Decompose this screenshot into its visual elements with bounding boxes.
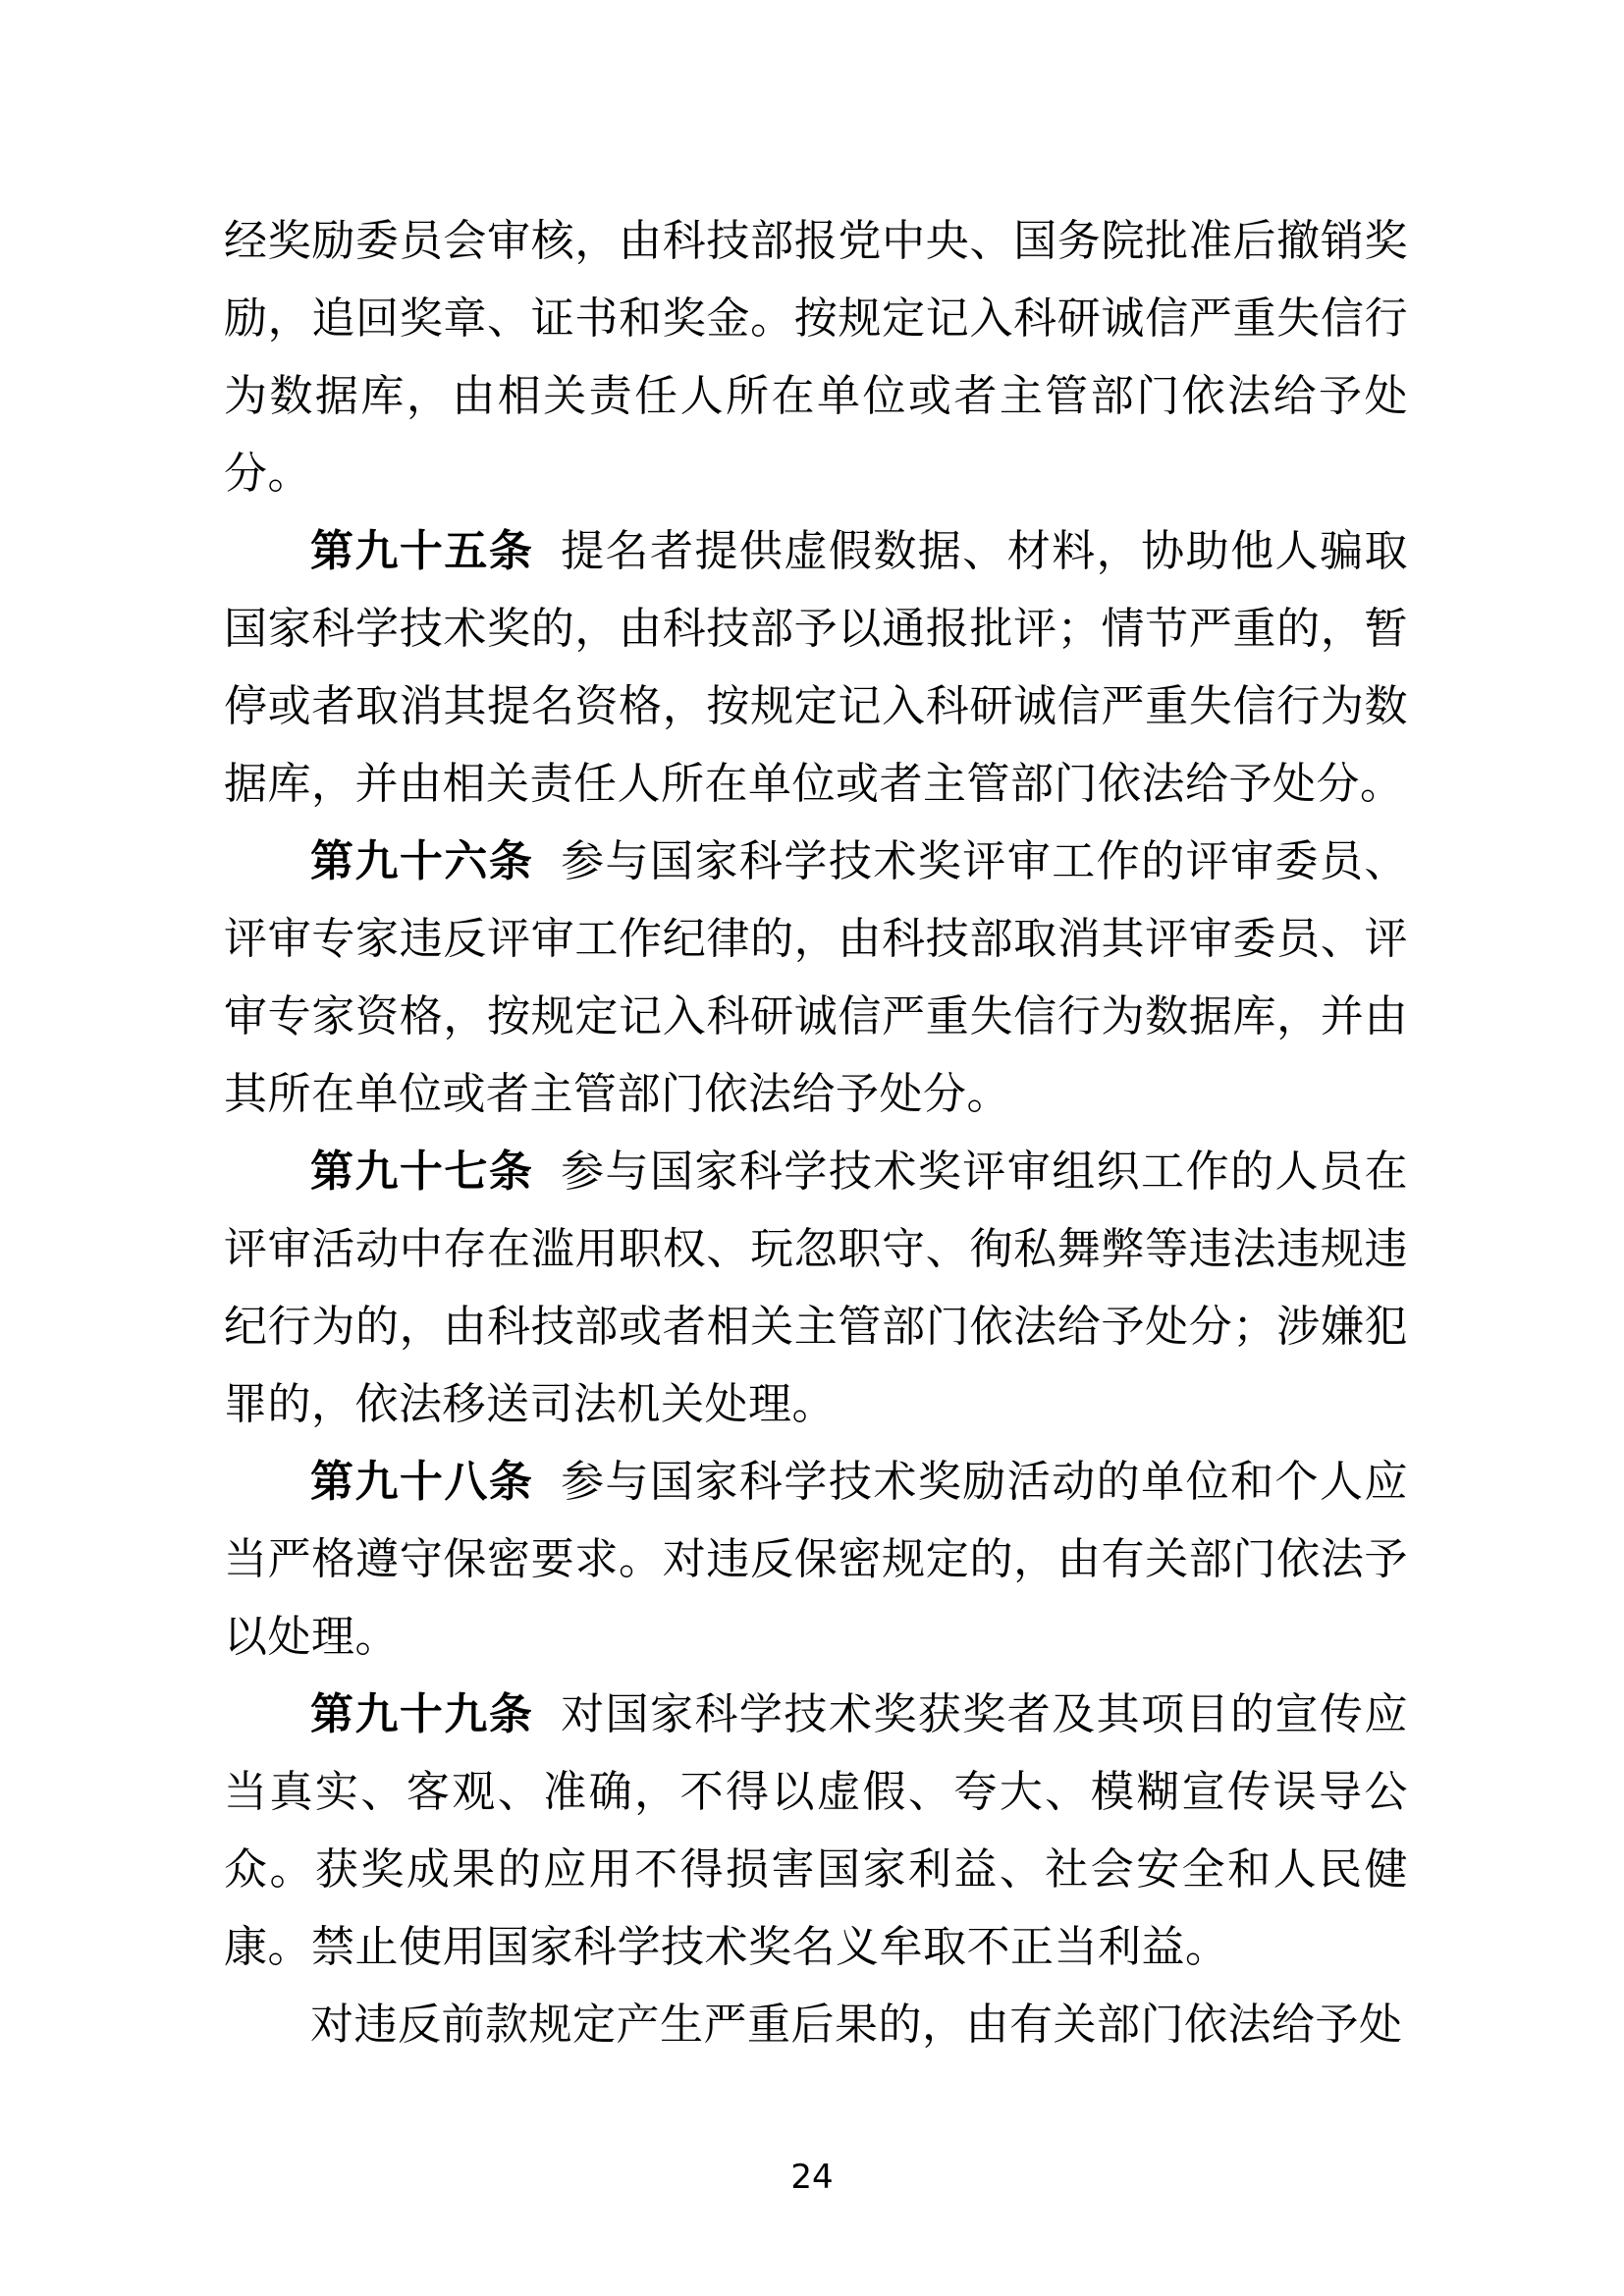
paragraph-text: 经奖励委员会审核，由科技部报党中央、国务院批准后撤销奖励，追回奖章、证书和奖金。按规定记入科研诚信严重失信行为数据库，由相关责任人所在单位或者主管部门依法给予处分。 — [224, 217, 1408, 498]
paragraph-article-97 — [224, 1133, 1408, 1443]
paragraph-article-98 — [224, 1443, 1408, 1676]
paragraph-article-96 — [224, 823, 1408, 1133]
article-text: 提名者提供虚假数据、材料，协助他人骗取国家科学技术奖的，由科技部予以通报批评；情节严重的，暂停或者取消其提名资格，按规定记入科研诚信严重失信行为数据库，并由相关责任人所在单位或者主管部门依法给予处分。 — [224, 527, 1408, 808]
page-number: 24 — [790, 2158, 834, 2197]
article-text: 参与国家科学技术奖评审组织工作的人员在评审活动中存在滥用职权、玩忽职守、徇私舞弊等违法违规违纪行为的，由科技部或者相关主管部门依法给予处分；涉嫌犯罪的，依法移送司法机关处理。 — [224, 1148, 1408, 1428]
article-text: 对国家科学技术奖获奖者及其项目的宣传应当真实、客观、准确，不得以虚假、夸大、模糊宣传误导公众。获奖成果的应用不得损害国家利益、社会安全和人民健康。禁止使用国家科学技术奖名义牟取不正当利益。 — [224, 1690, 1408, 1971]
page-body-text — [224, 202, 1408, 2063]
article-text: 参与国家科学技术奖评审工作的评审委员、评审专家违反评审工作纪律的，由科技部取消其评审委员、评审专家资格，按规定记入科研诚信严重失信行为数据库，并由其所在单位或者主管部门依法给予处分。 — [224, 837, 1408, 1118]
article-number: 第九十六条 — [310, 837, 534, 885]
article-number: 第九十九条 — [310, 1690, 534, 1738]
paragraph-continuation — [224, 202, 1408, 512]
paragraph-text: 对违反前款规定产生严重后果的，由有关部门依法给予处 — [310, 2001, 1403, 2049]
article-number: 第九十八条 — [310, 1458, 534, 1506]
article-number: 第九十七条 — [310, 1148, 534, 1196]
article-number: 第九十五条 — [310, 527, 534, 575]
paragraph-final — [224, 1986, 1408, 2063]
paragraph-article-95 — [224, 512, 1408, 823]
paragraph-article-99 — [224, 1676, 1408, 1986]
article-text: 参与国家科学技术奖励活动的单位和个人应当严格遵守保密要求。对违反保密规定的，由有关部门依法予以处理。 — [224, 1458, 1408, 1661]
